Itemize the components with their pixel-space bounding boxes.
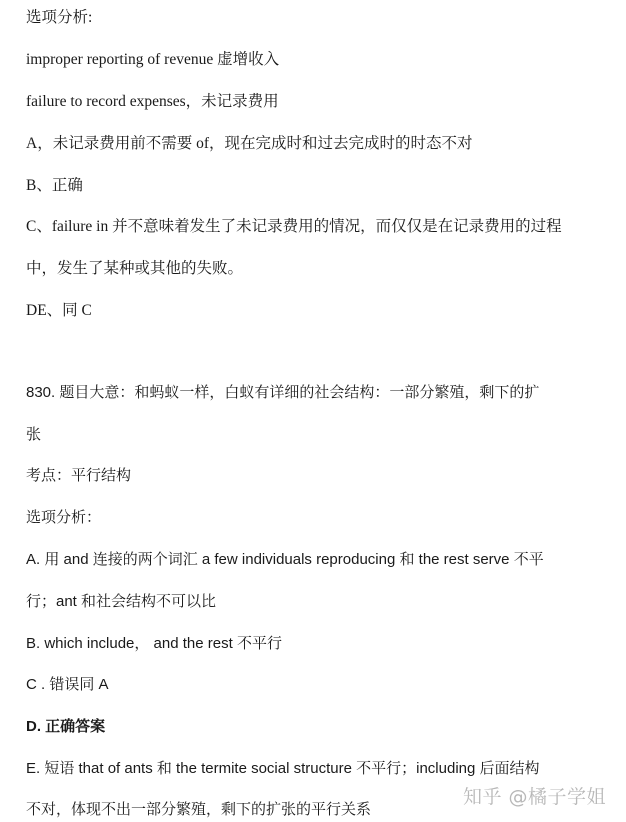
text-line-option-e-830: E. 短语 that of ants 和 the termite social structure 不平行；including 后面结构 (26, 760, 540, 777)
text-line-option-a-830-cont: 行；ant 和社会结构不可以比 (26, 593, 217, 610)
text-line-question-830-cont: 张 (26, 426, 42, 443)
text-line-question-830: 830. 题目大意：和蚂蚁一样，白蚁有详细的社会结构：一部分繁殖，剩下的扩 (26, 384, 540, 401)
text-line-option-b: B、正确 (26, 177, 83, 194)
text-line-option-a-830: A. 用 and 连接的两个词汇 a few individuals reproducing 和 the rest serve 不平 (26, 551, 544, 568)
heading-option-analysis-1: 选项分析: (26, 9, 93, 26)
text-line-option-c: C、failure in 并不意味着发生了未记录费用的情况，而仅仅是在记录费用的过程 (26, 218, 562, 235)
text-line-option-de: DE、同 C (26, 302, 92, 319)
text-line-option-e-830-cont: 不对，体现不出一部分繁殖，剩下的扩张的平行关系 (26, 801, 372, 818)
zhihu-watermark: 知乎 @橘子学姐 (462, 786, 606, 808)
text-line-test-point: 考点：平行结构 (26, 467, 132, 484)
heading-option-analysis-2: 选项分析： (26, 509, 102, 526)
text-line-option-c-830: C . 错误同 A (26, 676, 109, 693)
text-line-option-a: A，未记录费用前不需要 of，现在完成时和过去完成时的时态不对 (26, 135, 473, 152)
text-line-option-d-830: D. 正确答案 (26, 718, 106, 735)
text-line-option-c-cont: 中，发生了某种或其他的失败。 (26, 260, 244, 277)
text-line-failure-to-record: failure to record expenses，未记录费用 (26, 93, 279, 110)
text-line-option-b-830: B. which include， and the rest 不平行 (26, 635, 282, 652)
text-line-improper-reporting: improper reporting of revenue 虚增收入 (26, 51, 280, 68)
